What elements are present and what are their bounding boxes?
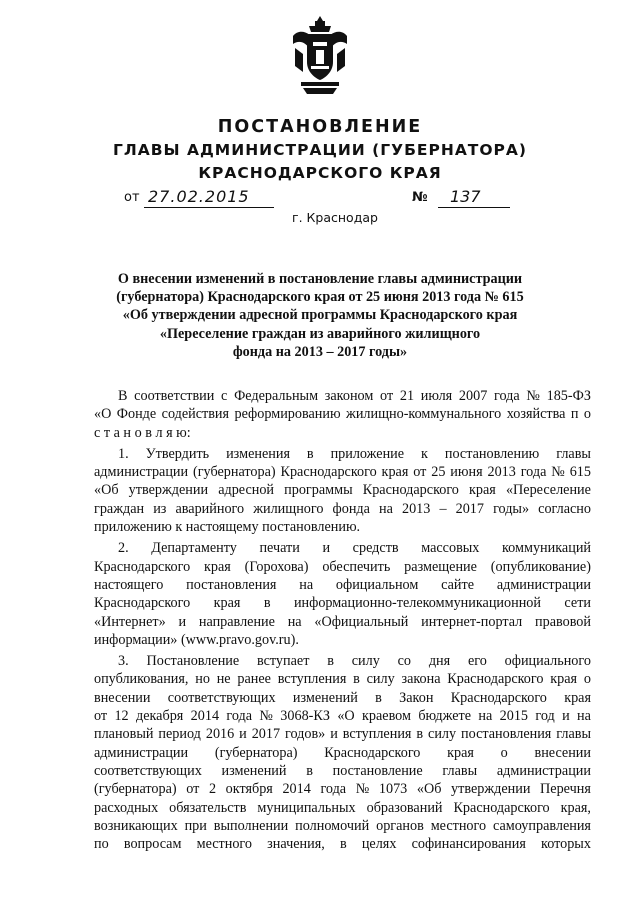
resolution-body — [94, 387, 591, 853]
body-line: соответствующих изменений в постановление главы администрации — [94, 762, 591, 779]
body-line: информации» (www.pravo.gov.ru). — [94, 631, 299, 648]
body-line: по вопросам местного значения, в целях софинансирования которых — [94, 836, 591, 853]
body-line: 3. Постановление вступает в силу со дня его официального — [118, 653, 591, 670]
title-line: О внесении изменений в постановление главы администрации — [117, 271, 523, 287]
body-line: Краснодарского края (Горохова) обеспечить размещение (опубликование) — [94, 558, 591, 575]
body-line: внесении соответствующих изменений в Закон Краснодарского края — [94, 689, 591, 706]
body-line: В соответствии с Федеральным законом от 21 июля 2007 года № 185-ФЗ — [118, 388, 591, 404]
region-title: КРАСНОДАРСКОГО КРАЯ — [198, 164, 442, 182]
title-line: фонда на 2013 – 2017 годы» — [232, 343, 408, 360]
body-line: с т а н о в л я ю: — [94, 424, 191, 441]
number-underline — [438, 207, 510, 208]
date-underline — [144, 207, 274, 208]
date-value: 27.02.2015 — [148, 187, 250, 206]
title-line: «Об утверждении адресной программы Краснодарского края — [122, 307, 518, 324]
coat-of-arms-emblem — [289, 14, 351, 96]
body-line: «Об утверждении адресной программы Краснодарского края «Переселение — [94, 482, 591, 499]
title-line: «Переселение граждан из аварийного жилищного — [159, 325, 481, 342]
body-line: граждан из аварийного жилищного фонда на 2013 – 2017 годы» согласно — [94, 500, 591, 517]
title-line: (губернатора) Краснодарского края от 25 июня 2013 года № 615 — [116, 289, 524, 306]
date-label: от — [124, 190, 140, 205]
body-line: от 12 декабря 2014 года № 3068-КЗ «О краевом бюджете на 2015 год и на — [94, 708, 591, 725]
body-line: 2. Департаменту печати и средств массовых коммуникаций — [118, 540, 591, 557]
issuer-title: ГЛАВЫ АДМИНИСТРАЦИИ (ГУБЕРНАТОРА) — [112, 141, 527, 159]
body-line: плановый период 2016 и 2017 годов» и вступления в силу постановления главы — [94, 726, 591, 743]
body-line: опубликования, но не ранее вступления в силу закона Краснодарского края о — [94, 671, 591, 688]
resolution-title — [80, 270, 560, 361]
body-line: возникающих при выполнении полномочий органов местного самоуправления — [94, 817, 591, 834]
body-line: 1. Утвердить изменения в приложение к постановлению главы — [118, 445, 591, 462]
body-line: администрации (губернатора) Краснодарского края о внесении — [94, 744, 591, 761]
body-line: расходных обязательств муниципальных образований Краснодарского края, — [94, 799, 591, 816]
city-label: г. Краснодар — [292, 210, 378, 225]
body-line: «Интернет» и направление на «Официальный интернет-портал правовой — [94, 613, 591, 630]
body-line: «О Фонде содействия реформированию жилищно-коммунального хозяйства п о — [94, 406, 591, 423]
body-line: настоящего постановления на официальном сайте администрации — [94, 576, 591, 593]
document-type-title: ПОСТАНОВЛЕНИЕ — [217, 117, 423, 137]
body-line: администрации (губернатора) Краснодарского края от 25 июня 2013 года № 615 — [94, 464, 591, 481]
body-line: (губернатора) от 2 октября 2014 года № 1073 «Об утверждении Перечня — [94, 781, 591, 798]
number-value: 137 — [450, 187, 481, 206]
body-line: приложению к настоящему постановлению. — [94, 519, 361, 536]
number-label: № — [412, 190, 428, 205]
body-line: Краснодарского края в информационно-телекоммуникационной сети — [94, 595, 591, 612]
